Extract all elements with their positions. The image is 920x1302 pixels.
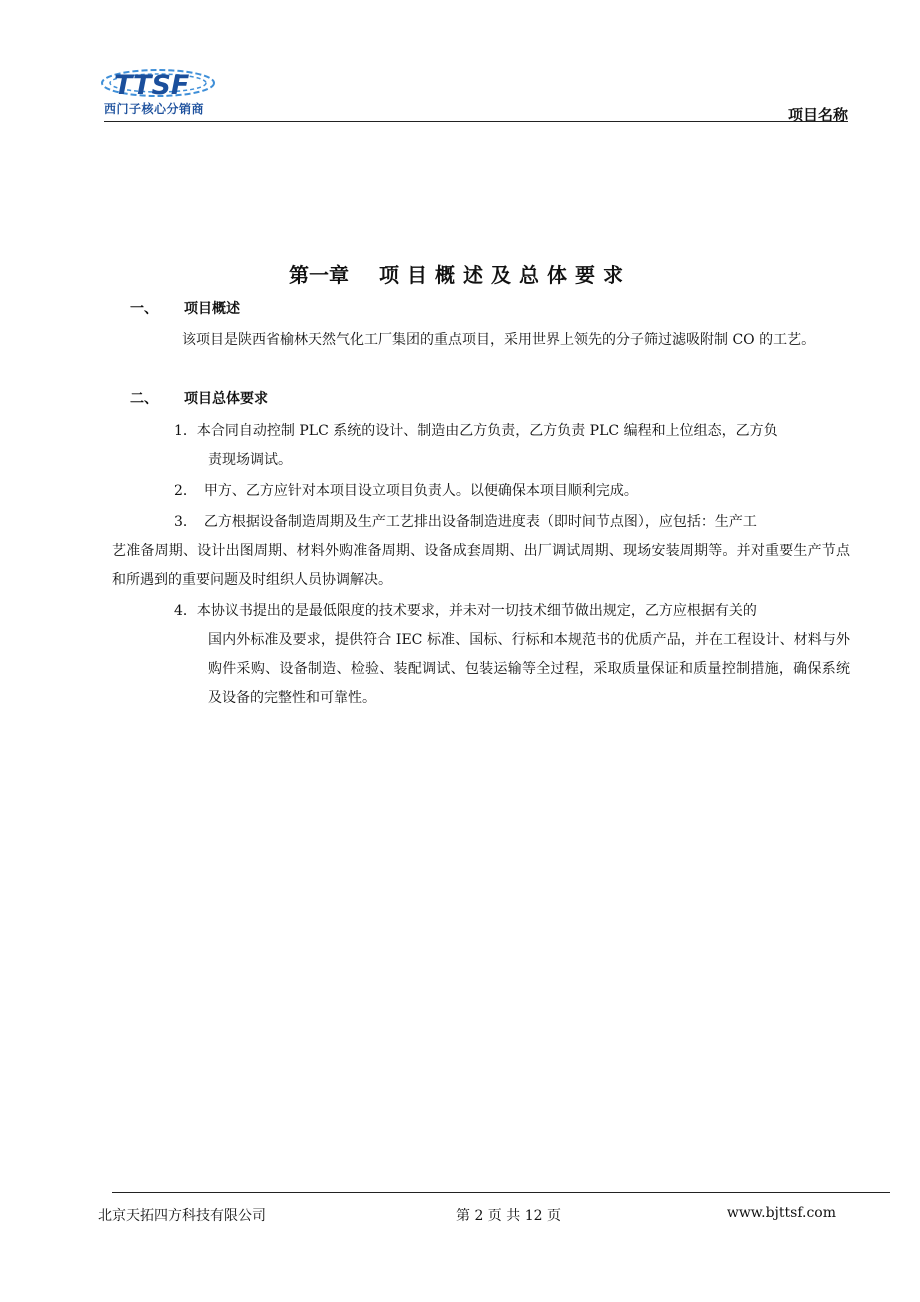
section-title: 项目概述 (184, 301, 240, 317)
requirements-list (112, 417, 850, 715)
header-divider (104, 121, 848, 122)
logo-letters: TTSF (114, 70, 190, 101)
list-item-continuation: 责现场调试。 (208, 452, 292, 468)
list-item (112, 508, 850, 595)
section-heading-overview (130, 298, 240, 318)
company-logo (100, 66, 220, 120)
section-heading-requirements (130, 388, 268, 408)
list-item-first-line: 3． 乙方根据设备制造周期及生产工艺排出设备制造进度表（即时间节点图），应包括：生产工 (174, 514, 757, 530)
section-title: 项目总体要求 (184, 391, 268, 407)
footer-page-info: 第 2 页 共 12 页 (456, 1208, 561, 1224)
overview-text: 该项目是陕西省榆林天然气化工厂集团的重点项目，采用世界上领先的分子筛过滤吸附制 CO 的工艺。 (182, 332, 816, 348)
chapter-title (0, 259, 920, 288)
footer-divider (112, 1192, 890, 1193)
list-item-first-line: 2． 甲方、乙方应针对本项目设立项目负责人。以便确保本项目顺利完成。 (174, 483, 638, 499)
chapter-number: 第一章 (289, 263, 349, 287)
section-number: 一、 (130, 301, 158, 317)
list-item (174, 477, 850, 506)
logo-tagline: 西门子核心分销商 (104, 102, 205, 116)
chapter-heading: 项目概述及总体要求 (379, 263, 631, 287)
list-item-continuation: 艺准备周期、设计出图周期、材料外购准备周期、设备成套周期、出厂调试周期、现场安装周期等。并对重要生产节点和所遇到的重要问题及时组织人员协调解决。 (112, 543, 850, 588)
footer-website[interactable]: www.bjttsf.com (726, 1205, 836, 1221)
overview-paragraph (118, 326, 850, 355)
list-item-first-line: 1．本合同自动控制 PLC 系统的设计、制造由乙方负责，乙方负责 PLC 编程和上位组态，乙方负 (174, 423, 778, 439)
list-item (174, 597, 850, 713)
footer-company: 北京天拓四方科技有限公司 (98, 1208, 266, 1224)
list-item-first-line: 4．本协议书提出的是最低限度的技术要求，并未对一切技术细节做出规定，乙方应根据有关的 (174, 603, 757, 619)
list-item (174, 417, 850, 475)
list-item-continuation: 国内外标准及要求，提供符合 IEC 标准、国标、行标和本规范书的优质产品，并在工程设计、材料与外购件采购、设备制造、检验、装配调试、包装运输等全过程，采取质量保证和质量控制措施，确保系统及设备的完整性和可靠性。 (208, 632, 850, 706)
project-name-label: 项目名称 (787, 106, 848, 124)
section-number: 二、 (130, 391, 158, 407)
ttsf-logo-icon (100, 66, 220, 102)
